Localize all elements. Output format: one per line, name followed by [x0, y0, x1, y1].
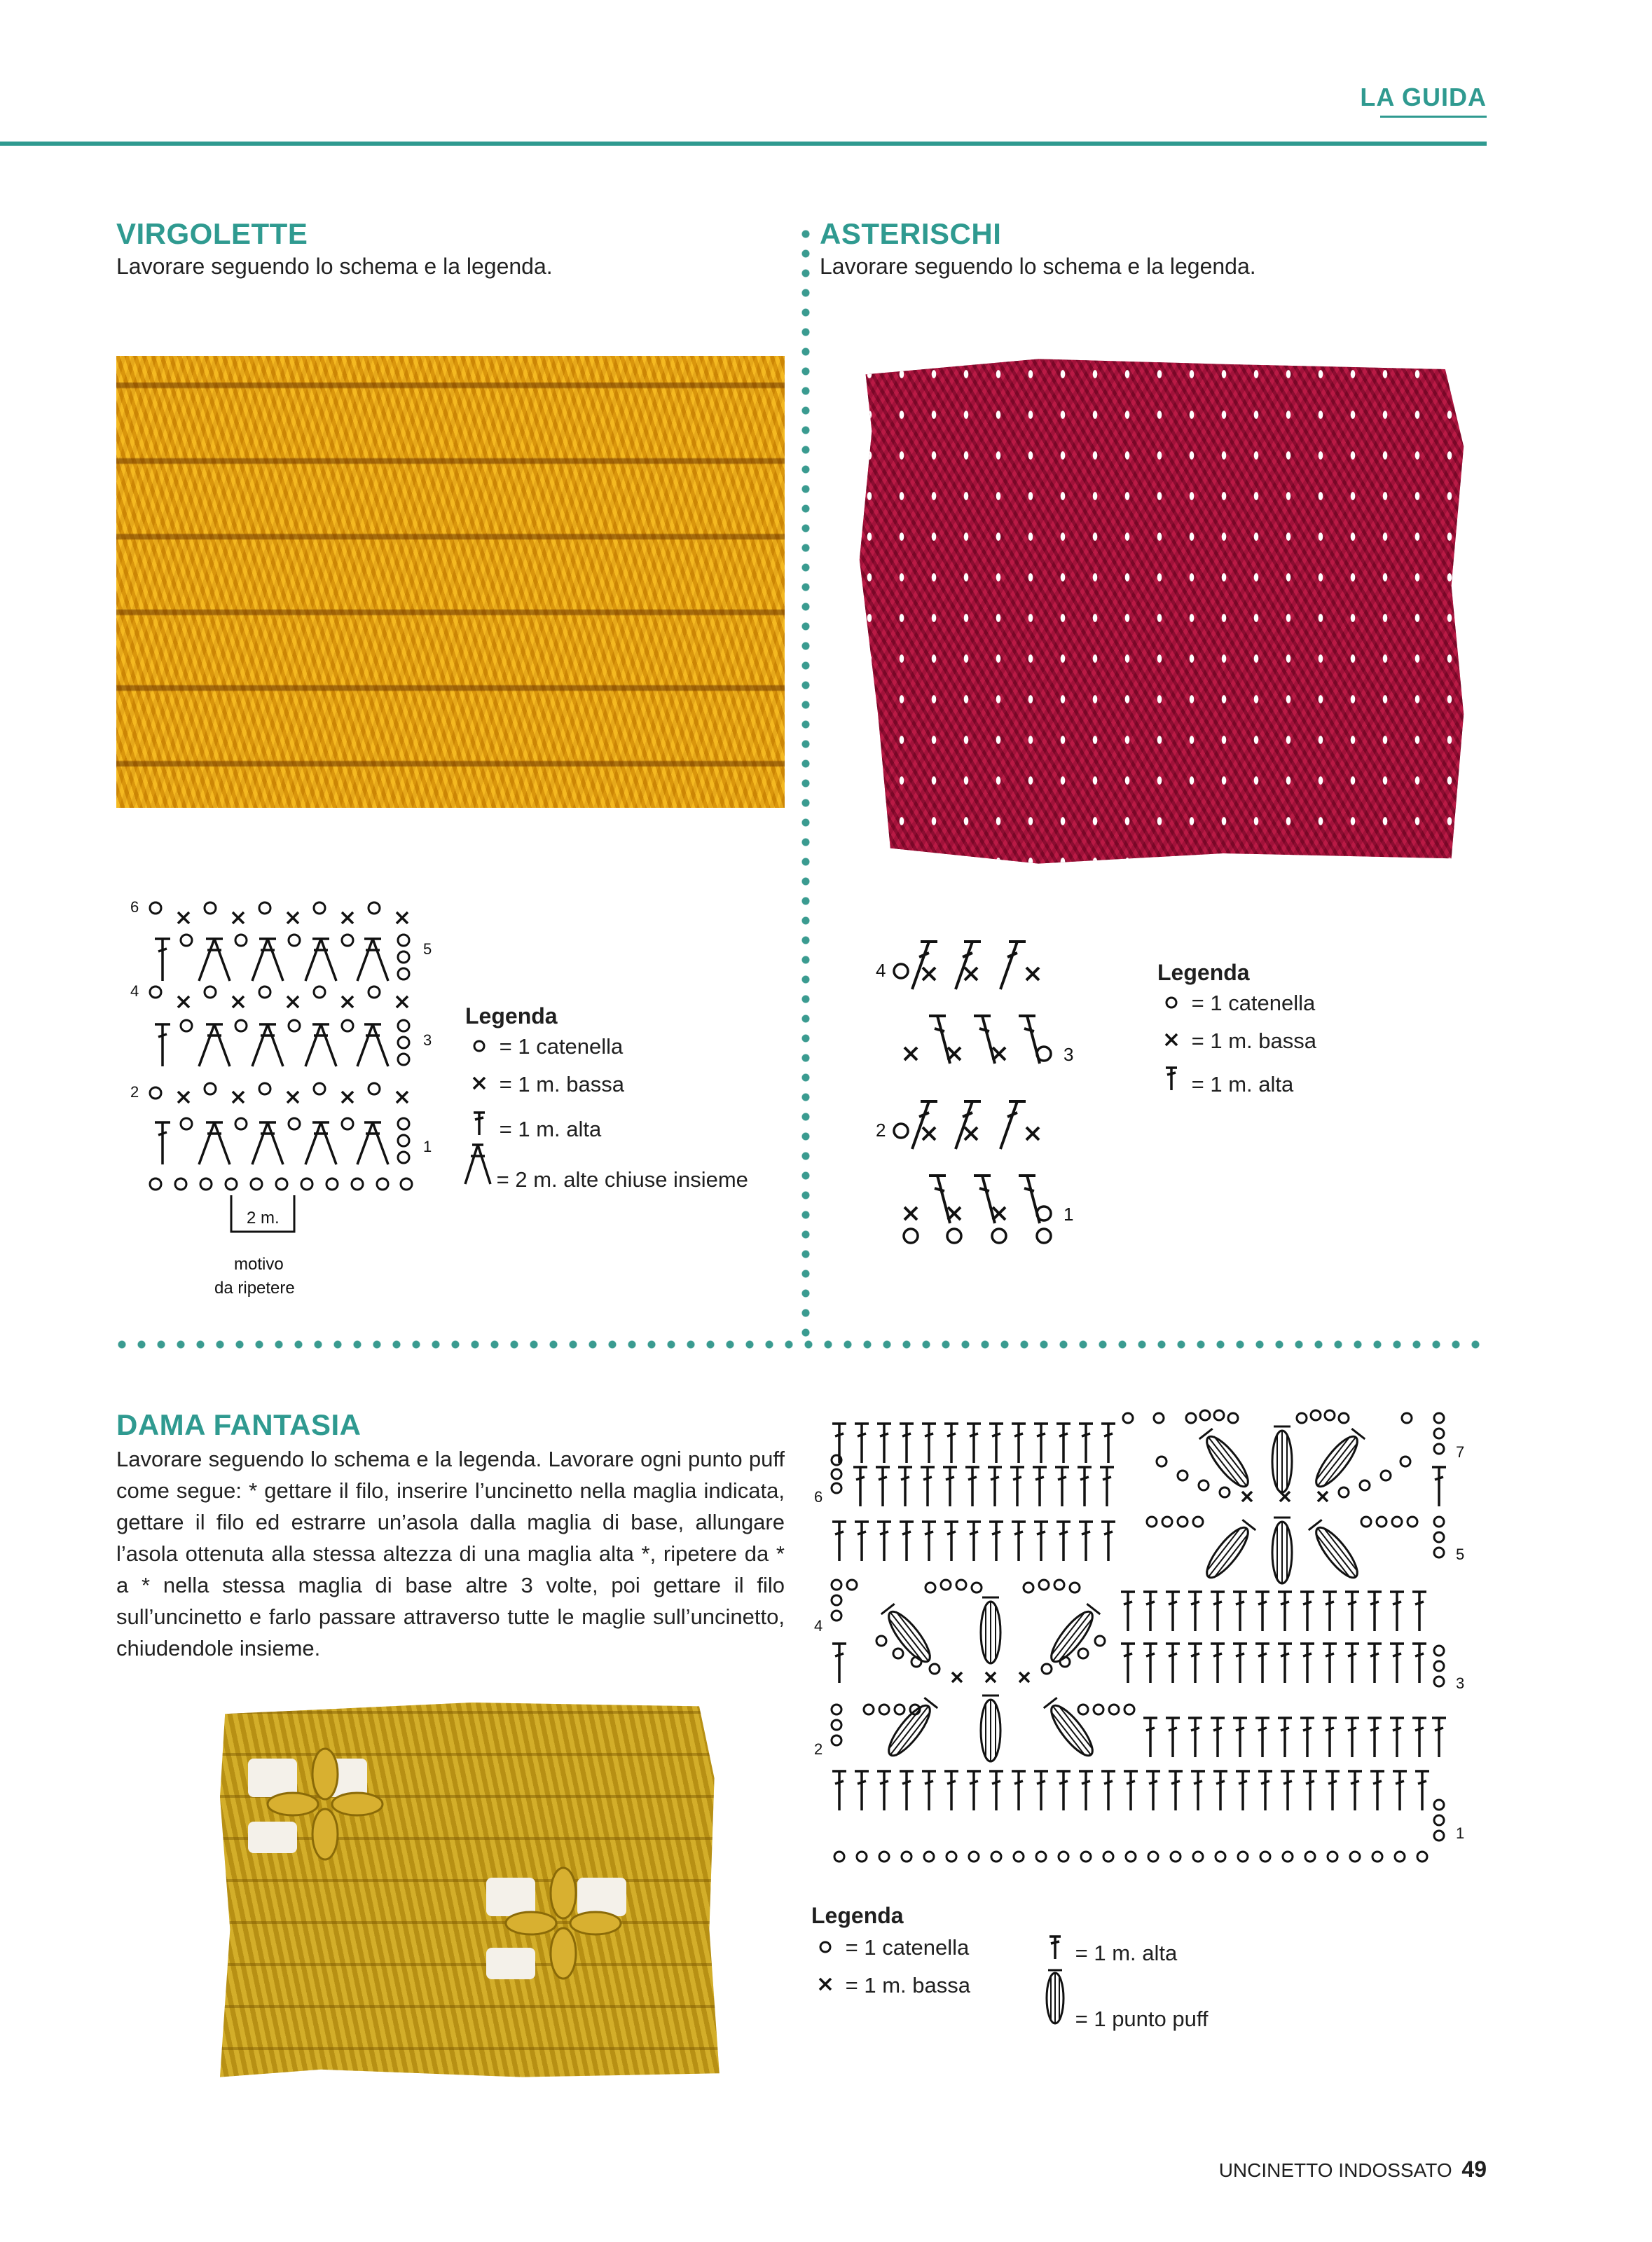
- single-crochet-x-icon: [1157, 1029, 1185, 1054]
- dotted-divider-horizontal: [112, 1340, 1487, 1349]
- repeat-caption: motivo: [234, 1255, 284, 1274]
- row-number: 6: [130, 898, 139, 916]
- row-number: 4: [876, 960, 886, 981]
- legend-item: = 2 m. alte chiuse insieme: [462, 1142, 748, 1192]
- puff-flower-motif: [262, 1745, 388, 1864]
- legend-item: = 1 catenella: [465, 1034, 623, 1059]
- row-number: 2: [876, 1120, 886, 1141]
- chain-circle-icon: [811, 1935, 839, 1960]
- virgolette-title: VIRGOLETTE: [116, 217, 308, 250]
- row-number: 4: [130, 982, 139, 1000]
- dama-fantasia-title: DAMA FANTASIA: [116, 1408, 362, 1441]
- double-crochet-icon: [465, 1110, 493, 1142]
- single-crochet-x-icon: [465, 1072, 493, 1097]
- virgolette-swatch-photo: [116, 356, 785, 808]
- row-number: 1: [1064, 1204, 1074, 1225]
- page-number: 49: [1461, 2157, 1487, 2182]
- asterischi-legend-title: Legenda: [1157, 960, 1250, 985]
- chain-circle-icon: [1157, 991, 1185, 1016]
- legend-item: = 1 m. bassa: [1157, 1029, 1316, 1054]
- page-footer: [1219, 2157, 1487, 2182]
- dama-fantasia-chart: [811, 1408, 1484, 1871]
- row-number: 3: [1064, 1044, 1074, 1065]
- magazine-name: UNCINETTO INDOSSATO: [1218, 2159, 1452, 2181]
- virgolette-legend-title: Legenda: [465, 1003, 558, 1029]
- dama-fantasia-swatch-photo: [220, 1703, 724, 2081]
- row-number: 5: [423, 940, 432, 958]
- row-number: 2: [130, 1083, 139, 1101]
- virgolette-chart: [126, 890, 448, 1310]
- row-number: 7: [1456, 1443, 1465, 1461]
- repeat-label: 2 m.: [247, 1209, 280, 1227]
- asterischi-subtitle: Lavorare seguendo lo schema e la legenda.: [820, 254, 1256, 279]
- row-number: 3: [423, 1031, 432, 1049]
- legend-item: = 1 m. alta: [1157, 1065, 1293, 1097]
- section-label: LA GUIDA: [1360, 83, 1487, 111]
- puff-flower-motif: [500, 1864, 626, 1983]
- double-crochet-icon: [1157, 1065, 1185, 1097]
- asterischi-swatch-photo: [853, 354, 1470, 869]
- row-number: 6: [814, 1488, 823, 1506]
- header-rule-short: [1380, 116, 1487, 118]
- row-number: 3: [1456, 1674, 1465, 1692]
- row-number: 5: [1456, 1546, 1465, 1563]
- row-number: 1: [423, 1138, 432, 1155]
- legend-item: = 1 punto puff: [1041, 1967, 1209, 2032]
- legend-item: = 1 m. alta: [1041, 1934, 1177, 1966]
- double-crochet-icon: [1041, 1934, 1069, 1966]
- dama-fantasia-legend-title: Legenda: [811, 1903, 904, 1928]
- header-rule: [0, 142, 1487, 146]
- row-number: 4: [814, 1617, 823, 1635]
- legend-item: = 1 catenella: [1157, 991, 1315, 1016]
- asterischi-chart: [876, 925, 1107, 1261]
- dama-fantasia-instructions: Lavorare seguendo lo schema e la legenda. Lavorare ogni punto puff come segue: * gettare il filo, inserire l’uncinetto nella maglia indicata, gettare il filo ed estrarre un’asola dalla maglia di base, allungare l’asola ottenuta alla stessa altezza di una maglia alta *, ripetere da * a * nella stessa maglia di base altre 3 volte, poi gettare il filo sull’uncinetto e farlo passare attraverso tutte le maglie sull’uncinetto, chiudendole insieme.: [116, 1447, 785, 1660]
- legend-item: = 1 m. bassa: [811, 1973, 970, 1998]
- legend-item: = 1 m. alta: [465, 1110, 601, 1142]
- legend-item: = 1 m. bassa: [465, 1072, 624, 1097]
- dotted-divider-vertical: [801, 224, 811, 1345]
- repeat-caption: da ripetere: [214, 1279, 295, 1298]
- row-number: 2: [814, 1740, 823, 1758]
- row-number: 1: [1456, 1824, 1465, 1842]
- chain-circle-icon: [465, 1034, 493, 1059]
- virgolette-subtitle: Lavorare seguendo lo schema e la legenda.: [116, 254, 553, 279]
- single-crochet-x-icon: [811, 1973, 839, 1998]
- legend-item: = 1 catenella: [811, 1935, 969, 1960]
- puff-stitch-icon: [1041, 1967, 1069, 2032]
- asterischi-title: ASTERISCHI: [820, 217, 1002, 250]
- two-dc-together-icon: [462, 1142, 490, 1192]
